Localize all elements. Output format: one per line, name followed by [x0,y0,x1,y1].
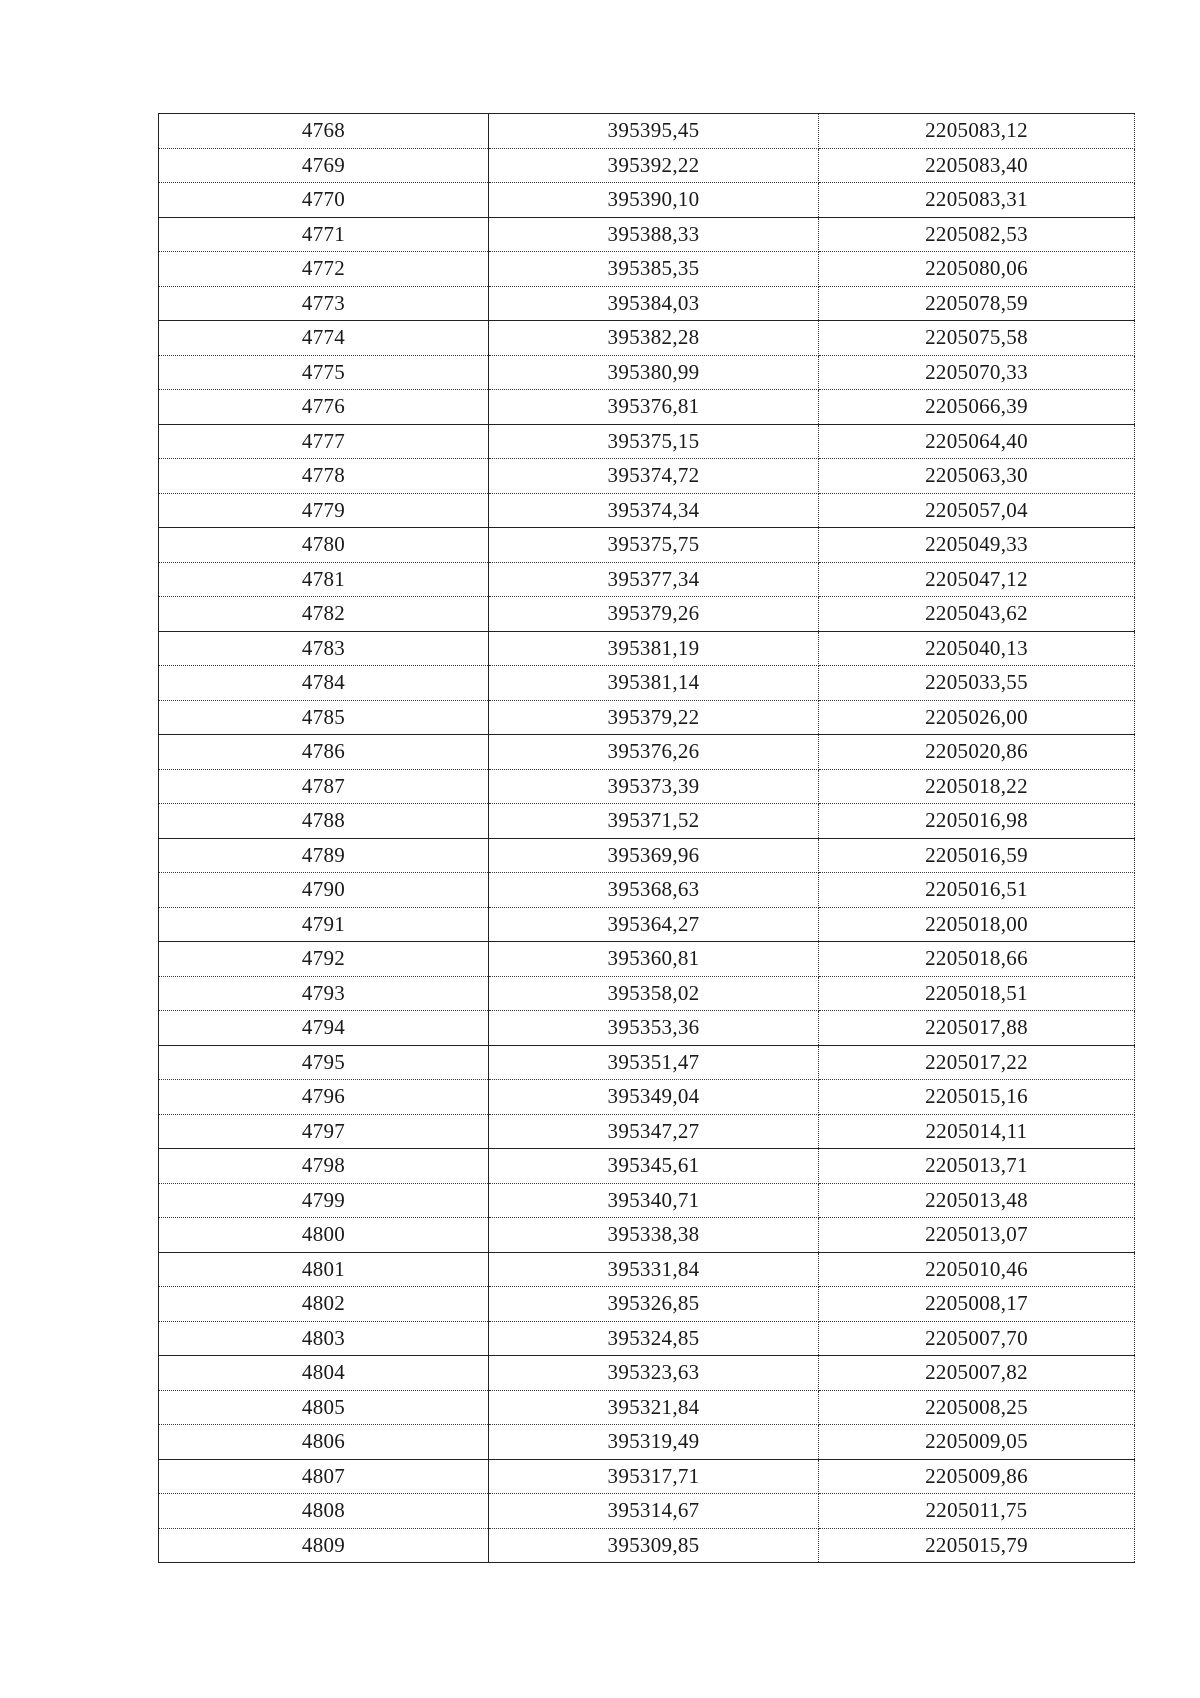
x-coordinate-cell: 395375,15 [489,424,819,459]
table-row [159,1114,1135,1149]
x-coordinate-cell: 395382,28 [489,321,819,356]
x-coordinate-cell: 395349,04 [489,1080,819,1115]
point-number-cell: 4777 [159,424,489,459]
y-coordinate-cell: 2205075,58 [819,321,1135,356]
table-row [159,493,1135,528]
table-row [159,355,1135,390]
y-coordinate-cell: 2205057,04 [819,493,1135,528]
y-coordinate-cell: 2205018,00 [819,907,1135,942]
point-number-cell: 4775 [159,355,489,390]
point-number-cell: 4771 [159,217,489,252]
y-coordinate-cell: 2205007,70 [819,1321,1135,1356]
table-row [159,114,1135,149]
table-row [159,838,1135,873]
y-coordinate-cell: 2205020,86 [819,735,1135,770]
y-coordinate-cell: 2205040,13 [819,631,1135,666]
y-coordinate-cell: 2205016,98 [819,804,1135,839]
table-row [159,1149,1135,1184]
y-coordinate-cell: 2205013,48 [819,1183,1135,1218]
x-coordinate-cell: 395319,49 [489,1425,819,1460]
y-coordinate-cell: 2205018,22 [819,769,1135,804]
table-row [159,735,1135,770]
x-coordinate-cell: 395380,99 [489,355,819,390]
x-coordinate-cell: 395388,33 [489,217,819,252]
point-number-cell: 4786 [159,735,489,770]
table-row [159,424,1135,459]
y-coordinate-cell: 2205070,33 [819,355,1135,390]
point-number-cell: 4770 [159,183,489,218]
y-coordinate-cell: 2205066,39 [819,390,1135,425]
table-row [159,1425,1135,1460]
x-coordinate-cell: 395326,85 [489,1287,819,1322]
x-coordinate-cell: 395368,63 [489,873,819,908]
y-coordinate-cell: 2205015,79 [819,1528,1135,1563]
point-number-cell: 4787 [159,769,489,804]
x-coordinate-cell: 395345,61 [489,1149,819,1184]
x-coordinate-cell: 395358,02 [489,976,819,1011]
y-coordinate-cell: 2205080,06 [819,252,1135,287]
table-row [159,1080,1135,1115]
point-number-cell: 4806 [159,1425,489,1460]
table-row [159,1045,1135,1080]
y-coordinate-cell: 2205016,51 [819,873,1135,908]
y-coordinate-cell: 2205014,11 [819,1114,1135,1149]
table-row [159,597,1135,632]
y-coordinate-cell: 2205013,07 [819,1218,1135,1253]
point-number-cell: 4804 [159,1356,489,1391]
y-coordinate-cell: 2205078,59 [819,286,1135,321]
x-coordinate-cell: 395381,19 [489,631,819,666]
table-row [159,217,1135,252]
table-row [159,769,1135,804]
table-row [159,1218,1135,1253]
point-number-cell: 4772 [159,252,489,287]
point-number-cell: 4794 [159,1011,489,1046]
table-row [159,804,1135,839]
point-number-cell: 4774 [159,321,489,356]
table-row [159,1494,1135,1529]
x-coordinate-cell: 395376,81 [489,390,819,425]
y-coordinate-cell: 2205008,17 [819,1287,1135,1322]
y-coordinate-cell: 2205018,66 [819,942,1135,977]
x-coordinate-cell: 395369,96 [489,838,819,873]
x-coordinate-cell: 395374,72 [489,459,819,494]
table-row [159,148,1135,183]
y-coordinate-cell: 2205043,62 [819,597,1135,632]
point-number-cell: 4781 [159,562,489,597]
y-coordinate-cell: 2205018,51 [819,976,1135,1011]
table-row [159,183,1135,218]
point-number-cell: 4788 [159,804,489,839]
y-coordinate-cell: 2205049,33 [819,528,1135,563]
point-number-cell: 4792 [159,942,489,977]
x-coordinate-cell: 395384,03 [489,286,819,321]
table-row [159,873,1135,908]
x-coordinate-cell: 395340,71 [489,1183,819,1218]
x-coordinate-cell: 395373,39 [489,769,819,804]
point-number-cell: 4809 [159,1528,489,1563]
table-row [159,562,1135,597]
y-coordinate-cell: 2205011,75 [819,1494,1135,1529]
x-coordinate-cell: 395347,27 [489,1114,819,1149]
table-row [159,942,1135,977]
point-number-cell: 4793 [159,976,489,1011]
x-coordinate-cell: 395353,36 [489,1011,819,1046]
y-coordinate-cell: 2205008,25 [819,1390,1135,1425]
x-coordinate-cell: 395376,26 [489,735,819,770]
coordinates-table [158,113,1135,1563]
y-coordinate-cell: 2205063,30 [819,459,1135,494]
point-number-cell: 4789 [159,838,489,873]
table-row [159,1459,1135,1494]
table-row [159,907,1135,942]
y-coordinate-cell: 2205083,31 [819,183,1135,218]
point-number-cell: 4802 [159,1287,489,1322]
point-number-cell: 4785 [159,700,489,735]
point-number-cell: 4776 [159,390,489,425]
point-number-cell: 4796 [159,1080,489,1115]
point-number-cell: 4798 [159,1149,489,1184]
point-number-cell: 4779 [159,493,489,528]
x-coordinate-cell: 395314,67 [489,1494,819,1529]
point-number-cell: 4801 [159,1252,489,1287]
x-coordinate-cell: 395324,85 [489,1321,819,1356]
table-row [159,1356,1135,1391]
table-row [159,528,1135,563]
point-number-cell: 4803 [159,1321,489,1356]
point-number-cell: 4805 [159,1390,489,1425]
table-row [159,976,1135,1011]
point-number-cell: 4783 [159,631,489,666]
x-coordinate-cell: 395360,81 [489,942,819,977]
y-coordinate-cell: 2205010,46 [819,1252,1135,1287]
y-coordinate-cell: 2205083,40 [819,148,1135,183]
y-coordinate-cell: 2205064,40 [819,424,1135,459]
x-coordinate-cell: 395338,38 [489,1218,819,1253]
table-row [159,321,1135,356]
table-row [159,252,1135,287]
x-coordinate-cell: 395309,85 [489,1528,819,1563]
table-row [159,1011,1135,1046]
point-number-cell: 4800 [159,1218,489,1253]
point-number-cell: 4807 [159,1459,489,1494]
point-number-cell: 4773 [159,286,489,321]
y-coordinate-cell: 2205033,55 [819,666,1135,701]
x-coordinate-cell: 395321,84 [489,1390,819,1425]
x-coordinate-cell: 395317,71 [489,1459,819,1494]
y-coordinate-cell: 2205009,05 [819,1425,1135,1460]
table-row [159,666,1135,701]
x-coordinate-cell: 395364,27 [489,907,819,942]
table-row [159,700,1135,735]
point-number-cell: 4791 [159,907,489,942]
x-coordinate-cell: 395323,63 [489,1356,819,1391]
table-row [159,631,1135,666]
x-coordinate-cell: 395371,52 [489,804,819,839]
point-number-cell: 4795 [159,1045,489,1080]
x-coordinate-cell: 395375,75 [489,528,819,563]
point-number-cell: 4769 [159,148,489,183]
x-coordinate-cell: 395395,45 [489,114,819,149]
x-coordinate-cell: 395381,14 [489,666,819,701]
table-row [159,1287,1135,1322]
x-coordinate-cell: 395390,10 [489,183,819,218]
y-coordinate-cell: 2205007,82 [819,1356,1135,1391]
table-row [159,459,1135,494]
x-coordinate-cell: 395374,34 [489,493,819,528]
x-coordinate-cell: 395379,26 [489,597,819,632]
x-coordinate-cell: 395385,35 [489,252,819,287]
table-row [159,1390,1135,1425]
point-number-cell: 4790 [159,873,489,908]
y-coordinate-cell: 2205083,12 [819,114,1135,149]
x-coordinate-cell: 395351,47 [489,1045,819,1080]
y-coordinate-cell: 2205082,53 [819,217,1135,252]
point-number-cell: 4782 [159,597,489,632]
point-number-cell: 4780 [159,528,489,563]
y-coordinate-cell: 2205017,22 [819,1045,1135,1080]
table-row [159,286,1135,321]
point-number-cell: 4784 [159,666,489,701]
point-number-cell: 4768 [159,114,489,149]
point-number-cell: 4797 [159,1114,489,1149]
y-coordinate-cell: 2205013,71 [819,1149,1135,1184]
y-coordinate-cell: 2205017,88 [819,1011,1135,1046]
y-coordinate-cell: 2205015,16 [819,1080,1135,1115]
table-row [159,1321,1135,1356]
x-coordinate-cell: 395379,22 [489,700,819,735]
point-number-cell: 4799 [159,1183,489,1218]
y-coordinate-cell: 2205009,86 [819,1459,1135,1494]
y-coordinate-cell: 2205047,12 [819,562,1135,597]
point-number-cell: 4808 [159,1494,489,1529]
x-coordinate-cell: 395331,84 [489,1252,819,1287]
table-row [159,1183,1135,1218]
table-row [159,1252,1135,1287]
y-coordinate-cell: 2205026,00 [819,700,1135,735]
table-row [159,390,1135,425]
x-coordinate-cell: 395377,34 [489,562,819,597]
point-number-cell: 4778 [159,459,489,494]
x-coordinate-cell: 395392,22 [489,148,819,183]
y-coordinate-cell: 2205016,59 [819,838,1135,873]
table-row [159,1528,1135,1563]
coordinates-table-body [159,114,1135,1563]
